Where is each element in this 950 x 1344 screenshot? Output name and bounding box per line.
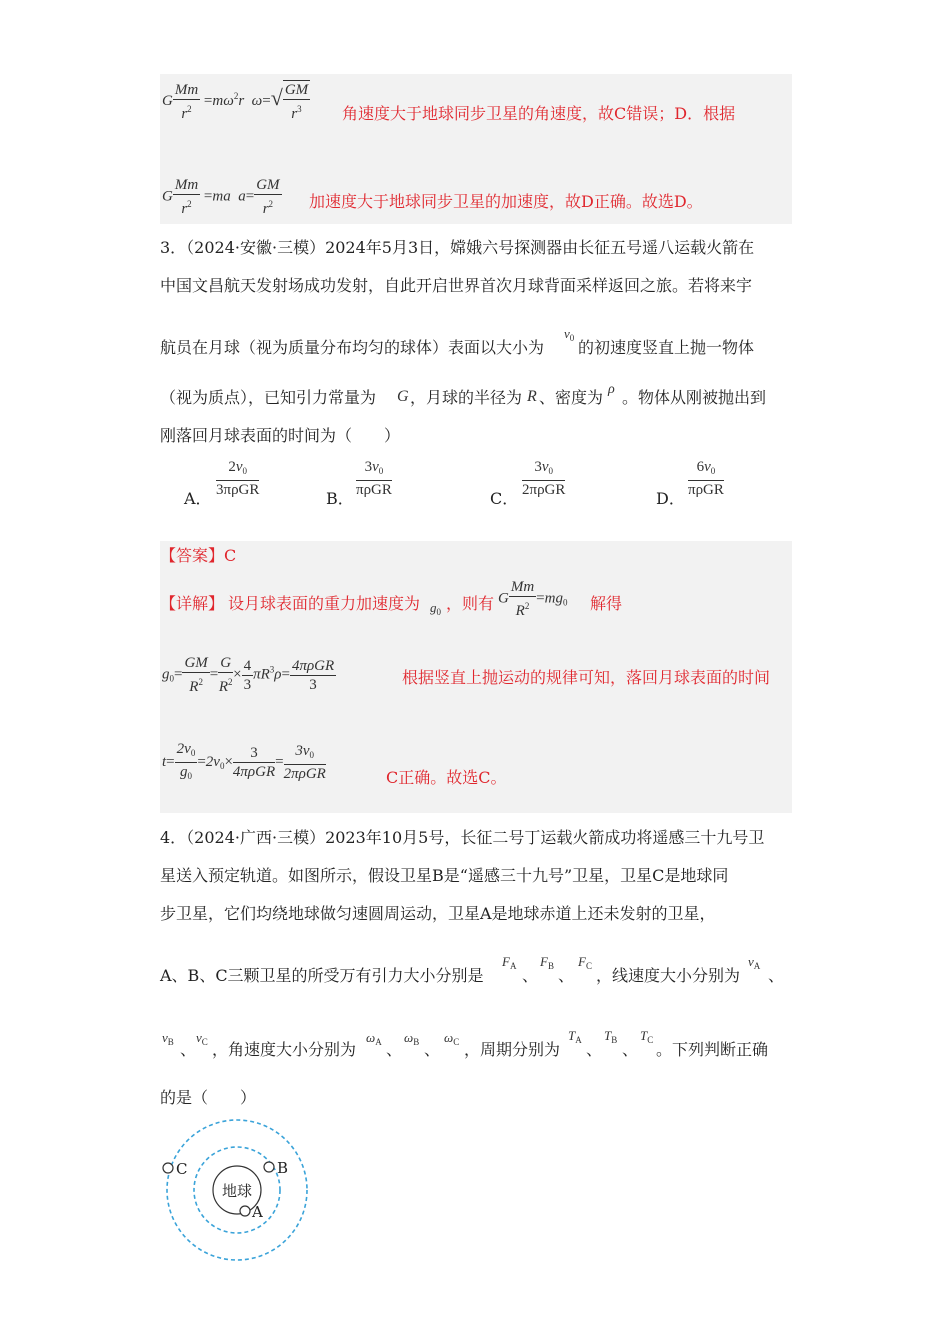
option-d-fraction <box>688 458 724 499</box>
q3-line5: 刚落回月球表面的时间为（ ） <box>160 426 401 445</box>
detail-line1b: ，则有 <box>446 594 495 613</box>
q4-line5a: ，角速度大小分别为 <box>212 1040 357 1059</box>
symbol-TA: $T_A$ <box>568 1028 582 1045</box>
q4-line5c: 。下列判断正确 <box>656 1040 769 1059</box>
q3-line4c: 、密度为 <box>539 388 604 407</box>
satellite-a <box>240 1206 250 1216</box>
detail-line1a: 设月球表面的重力加速度为 <box>228 594 421 613</box>
q4-sep-1: 、 <box>522 966 539 985</box>
formula-time: t= $\frac{2v_0}{g_0}$ $=2v_0\times$ $\frac{3}{\text{4πρGR}}$ = $\frac{3v_0}{\text{2πρGR}}$ <box>162 741 326 782</box>
q3-line4b: ，月球的半径为 <box>410 388 523 407</box>
symbol-FC: $F_C$ <box>578 954 592 971</box>
symbol-FB: $F_B$ <box>540 954 554 971</box>
option-b-fraction <box>356 458 392 499</box>
option-c-den: 2πρGR <box>522 482 566 498</box>
q3-line4a: （视为质点），已知引力常量为 <box>160 388 377 407</box>
answer-3: 【答案】C <box>160 546 237 565</box>
q4-line5b: ，周期分别为 <box>464 1040 561 1059</box>
symbol-TC: $T_C$ <box>640 1028 654 1045</box>
symbol-vA: $v_A$ <box>748 954 761 971</box>
formula-acceleration: G $\frac{Mm}{r^2}$ =ma a= $\frac{GM}{r^2}$ <box>162 177 280 217</box>
q4-line1: 4．（2024·广西·三模）2023年10月5号，长征二号丁运载火箭成功将遥感三十九号卫 <box>160 828 765 847</box>
q3-line3a: 航员在月球（视为质量分布均匀的球体）表面以大小为 <box>160 338 545 357</box>
q4-sep-5: 、 <box>386 1040 403 1059</box>
detail-line2: 根据竖直上抛运动的规律可知，落回月球表面的时间 <box>402 668 771 687</box>
option-c-num: $3v_0$ <box>522 458 565 481</box>
symbol-FA: $F_A$ <box>502 954 517 971</box>
formula-gravity-eq: G $\frac{Mm}{R^2}$ $=mg_0$ <box>498 579 568 619</box>
q4-line4a: A、B、C三颗卫星的所受万有引力大小分别是 <box>160 966 484 985</box>
option-a-fraction <box>216 458 259 499</box>
q3-line1: 3．（2024·安徽·三模）2024年5月3日，嫦娥六号探测器由长征五号遥八运载火箭在 <box>160 238 755 257</box>
q4-sep-2: 、 <box>558 966 575 985</box>
option-a-label: A． <box>184 489 212 508</box>
symbol-omegaA: $\omega_A$ <box>366 1030 382 1047</box>
detail-line1c: 解得 <box>590 594 623 613</box>
option-a-num: $2v_0$ <box>216 458 259 481</box>
option-d-num: $6v_0$ <box>688 458 724 481</box>
formula-angular-velocity: G $\frac{Mm}{r^2}$ $=m\omega^2r$ ω=√ $\frac{GM}{r^3}$ <box>162 81 309 122</box>
option-d-den: πρGR <box>688 482 724 498</box>
q4-line2: 星送入预定轨道。如图所示，假设卫星B是“遥感三十九号”卫星，卫星C是地球同 <box>160 866 729 885</box>
orbit-diagram <box>158 1118 328 1268</box>
label-c: C <box>176 1160 188 1178</box>
symbol-TB: $T_B$ <box>604 1028 618 1045</box>
q4-line3: 步卫星，它们均绕地球做匀速圆周运动，卫星A是地球赤道上还未发射的卫星， <box>160 904 716 923</box>
label-b: B <box>277 1159 289 1177</box>
option-c-label: C． <box>490 489 519 508</box>
symbol-vB: $v_B$ <box>162 1030 174 1047</box>
symbol-vC: $v_C$ <box>196 1030 208 1047</box>
q4-sep-7: 、 <box>586 1040 603 1059</box>
symbol-G: G <box>397 388 409 405</box>
option-b-label: B． <box>326 489 354 508</box>
q3-line4d: 。物体从刚被抛出到 <box>622 388 767 407</box>
option-b-den: πρGR <box>356 482 392 498</box>
symbol-omegaC: $\omega_C$ <box>444 1030 460 1047</box>
q4-sep-8: 、 <box>622 1040 639 1059</box>
q3-line2: 中国文昌航天发射场成功发射，自此开启世界首次月球背面采样返回之旅。若将来宇 <box>160 276 753 295</box>
q3-line3b: 的初速度竖直上抛一物体 <box>578 338 755 357</box>
earth-label: 地球 <box>221 1182 253 1200</box>
option-a-den: 3πρGR <box>216 482 260 498</box>
symbol-R: R <box>527 388 537 405</box>
detail-line3: C正确。故选C。 <box>386 768 507 787</box>
q4-line6: 的是（ ） <box>160 1088 257 1107</box>
q4-sep-4: 、 <box>180 1040 197 1059</box>
symbol-g0: $g_0$ <box>430 600 441 617</box>
satellite-c <box>163 1163 173 1173</box>
q4-sep-3: 、 <box>768 966 785 985</box>
symbol-omegaB: $\omega_B$ <box>404 1030 420 1047</box>
block1-line1-text: 角速度大于地球同步卫星的角速度，故C错误；D．根据 <box>342 104 736 123</box>
block1-line2-text: 加速度大于地球同步卫星的加速度，故D正确。故选D。 <box>309 192 703 211</box>
formula-g0: $g_0=$ $\frac{GM}{R^2}$ = $\frac{G}{R^2}$ × $\frac{4}{3}$ $\pi R^3\rho=$ $\frac{\text{4πρGR}}{3}$ <box>162 655 335 695</box>
q4-line4b: ，线速度大小分别为 <box>596 966 741 985</box>
detail-label: 【详解】 <box>160 594 225 613</box>
symbol-rho: ρ <box>608 382 615 397</box>
option-b-num: $3v_0$ <box>356 458 392 481</box>
option-d-label: D． <box>656 489 685 508</box>
satellite-b <box>264 1162 274 1172</box>
symbol-v0: $v_0$ <box>564 326 575 343</box>
option-c-fraction <box>522 458 565 499</box>
label-a: A <box>252 1203 263 1221</box>
q4-sep-6: 、 <box>424 1040 441 1059</box>
